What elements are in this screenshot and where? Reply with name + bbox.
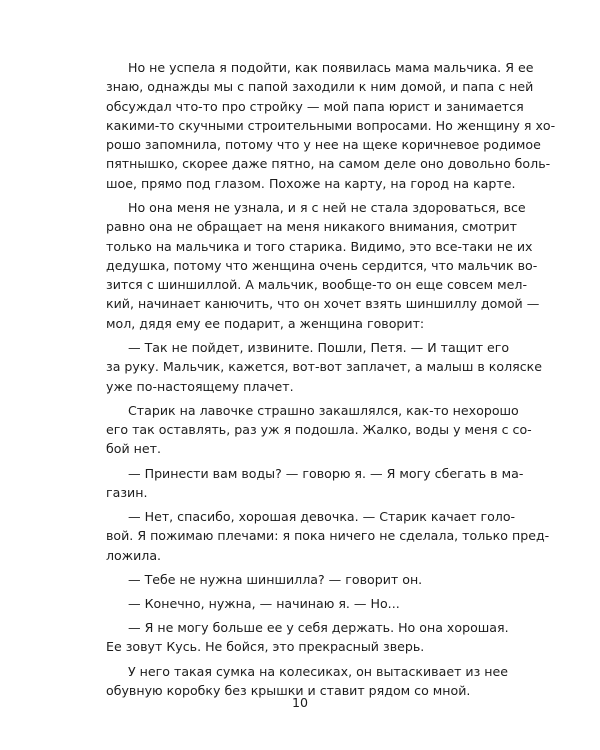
- paragraph: [106, 58, 556, 193]
- text-line: его так оставлять, раз уж я подошла. Жалко, воды у меня с со-: [106, 422, 532, 438]
- book-page-text: [106, 58, 556, 705]
- text-line: шое, прямо под глазом. Похоже на карту, на город на карте.: [106, 175, 516, 191]
- text-line: ложила.: [106, 547, 162, 563]
- text-line: уже по-настоящему плачет.: [106, 378, 294, 394]
- text-line: рошо запомнила, потому что у нее на щеке коричневое родимое: [106, 137, 541, 153]
- paragraph: [106, 401, 532, 459]
- paragraph: [106, 618, 509, 657]
- text-line: только на мальчика и того старика. Видимо, это все-таки не их: [106, 238, 533, 254]
- text-line: пятнышко, скорее даже пятно, на самом деле оно довольно боль-: [106, 156, 551, 172]
- paragraph: [106, 338, 543, 396]
- text-line: вой. Я пожимаю плечами: я пока ничего не сделала, только пред-: [106, 528, 550, 544]
- text-line: знаю, однажды мы с папой заходили к ним домой, и папа с ней: [106, 79, 534, 95]
- text-line: равно она не обращает на меня никакого внимания, смотрит: [106, 219, 518, 235]
- text-line: кий, начинает канючить, что он хочет взять шиншиллу домой —: [106, 296, 540, 312]
- page-number: 10: [291, 695, 309, 710]
- text-line: обсуждал что-то про стройку — мой папа юрист и занимается: [106, 98, 524, 114]
- text-line: обувную коробку без крышки и ставит рядом со мной.: [106, 682, 471, 698]
- text-line: — Тебе не нужна шиншилла? — говорит он.: [128, 571, 423, 587]
- paragraph: [106, 198, 540, 333]
- text-line: бой нет.: [106, 441, 161, 457]
- paragraph: [106, 464, 524, 503]
- text-line: газин.: [106, 484, 148, 500]
- text-line: Старик на лавочке страшно закашлялся, как-то нехорошо: [128, 402, 519, 418]
- text-line: — Я не могу больше ее у себя держать. Но она хорошая.: [128, 620, 509, 636]
- text-line: У него такая сумка на колесиках, он вытаскивает из нее: [128, 663, 509, 679]
- text-line: зится с шиншиллой. А мальчик, вообще-то он еще совсем мел-: [106, 277, 528, 293]
- paragraph: [106, 507, 550, 565]
- text-line: — Так не пойдет, извините. Пошли, Петя. — И тащит его: [128, 339, 510, 355]
- paragraph: [106, 594, 502, 613]
- text-line: дедушка, потому что женщина очень сердится, что мальчик во-: [106, 257, 538, 273]
- text-line: — Конечно, нужна, — начинаю я. — Но...: [128, 595, 400, 611]
- paragraph: [106, 570, 502, 589]
- text-line: Но она меня не узнала, и я с ней не стала здороваться, все: [128, 199, 526, 215]
- text-line: Ее зовут Кусь. Не бойся, это прекрасный зверь.: [106, 639, 425, 655]
- text-line: — Нет, спасибо, хорошая девочка. — Старик качает голо-: [128, 508, 516, 524]
- text-line: за руку. Мальчик, кажется, вот-вот заплачет, а малыш в коляске: [106, 359, 543, 375]
- text-line: мол, дядя ему ее подарит, а женщина говорит:: [106, 315, 425, 331]
- text-line: — Принести вам воды? — говорю я. — Я могу сбегать в ма-: [128, 465, 524, 481]
- text-line: Но не успела я подойти, как появилась мама мальчика. Я ее: [128, 60, 534, 75]
- text-line: какими-то скучными строительными вопросами. Но женщину я хо-: [106, 117, 556, 133]
